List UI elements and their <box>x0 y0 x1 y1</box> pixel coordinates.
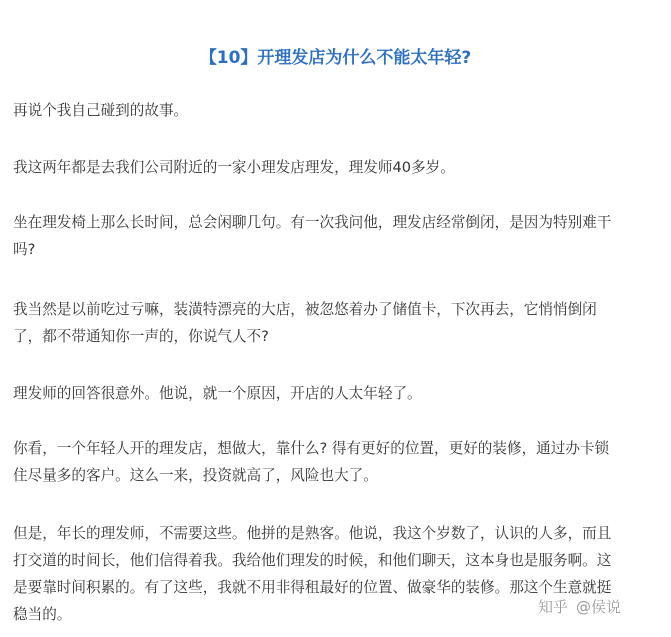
article-title: 【10】开理发店为什么不能太年轻? <box>199 48 472 68</box>
paragraph-line: 再说个我自己碰到的故事。 <box>13 102 189 119</box>
paragraph-6 <box>13 435 663 489</box>
paragraph-1 <box>13 97 663 124</box>
zhihu-watermark <box>538 592 621 620</box>
paragraph-line: 稳当的。 <box>13 606 72 623</box>
paragraph-line: 住尽量多的客户。这么一来，投资就高了，风险也大了。 <box>13 467 378 484</box>
paragraph-line: 我当然是以前吃过亏嘛，装潢特漂亮的大店，被忽悠着办了储值卡，下次再去，它悄悄倒闭 <box>13 301 597 318</box>
paragraph-line: 但是，年长的理发师，不需要这些。他拼的是熟客。他说，我这个岁数了，认识的人多，而且 <box>13 525 612 542</box>
paragraph-3 <box>13 209 663 263</box>
paragraph-5 <box>13 380 663 407</box>
watermark-site: 知乎 <box>538 597 569 616</box>
paragraph-line: 我这两年都是去我们公司附近的一家小理发店理发，理发师40多岁。 <box>13 159 455 176</box>
paragraph-line: 是要靠时间积累的。有了这些，我就不用非得租最好的位置、做豪华的装修。那这个生意就挺 <box>13 579 612 596</box>
paragraph-line: 理发师的回答很意外。他说，就一个原因，开店的人太年轻了。 <box>13 385 422 402</box>
paragraph-line: 坐在理发椅上那么长时间，总会闲聊几句。有一次我问他，理发店经常倒闭，是因为特别难干 <box>13 214 612 231</box>
paragraph-4 <box>13 296 663 350</box>
paragraph-2 <box>13 154 663 181</box>
watermark-author: @侯说 <box>576 597 622 616</box>
paragraph-line: 打交道的时间长，他们信得着我。我给他们理发的时候，和他们聊天，这本身也是服务啊。这 <box>13 552 612 569</box>
paragraph-line: 吗? <box>13 241 36 258</box>
paragraph-line: 了，都不带通知你一声的，你说气人不? <box>13 328 269 345</box>
paragraph-line: 你看，一个年轻人开的理发店，想做大，靠什么? 得有更好的位置，更好的装修，通过办卡锁 <box>13 440 610 457</box>
